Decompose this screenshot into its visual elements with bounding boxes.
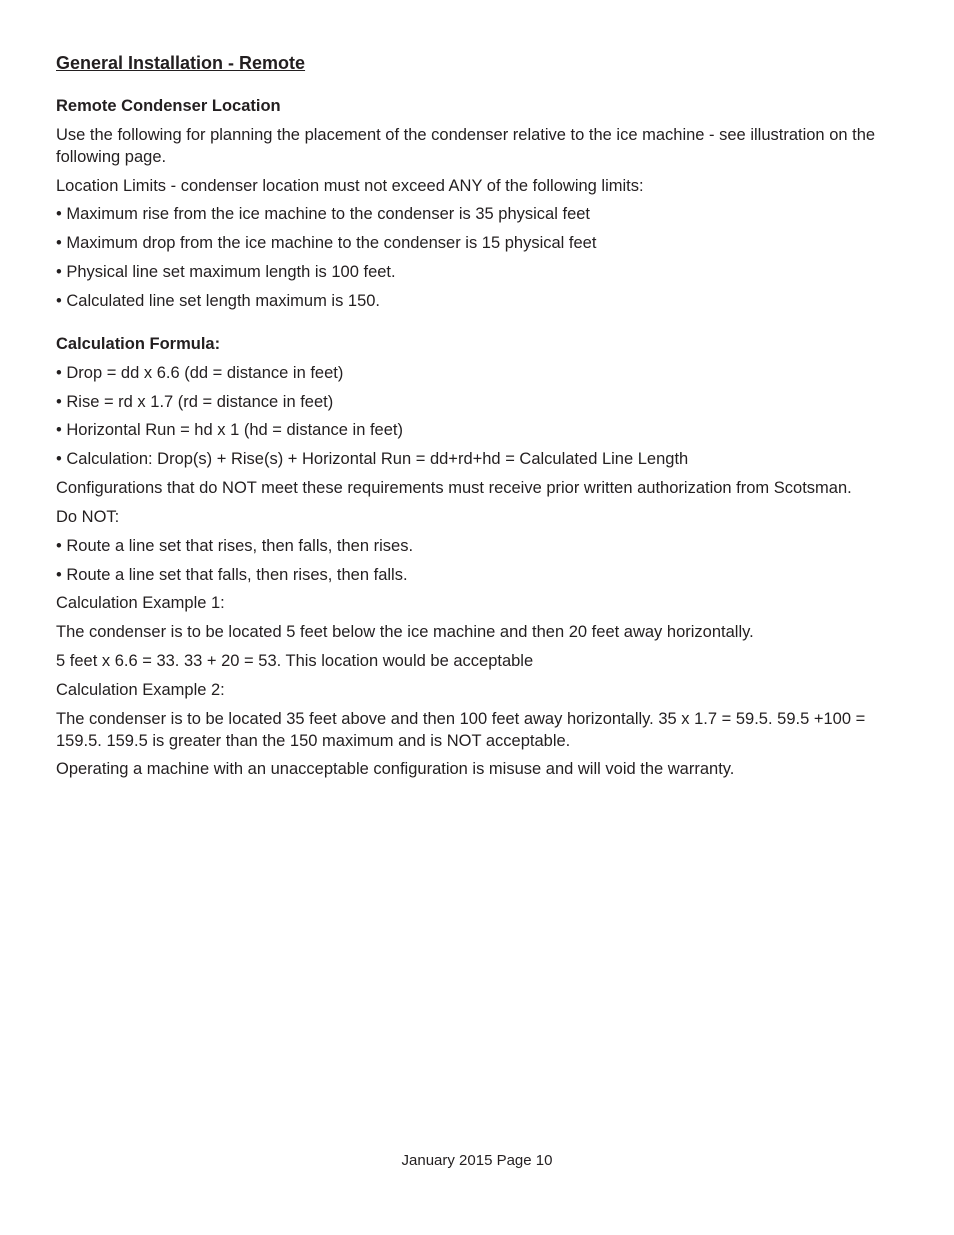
do-not-item-falls-rises-falls: • Route a line set that falls, then rises, then falls.	[56, 566, 408, 584]
limit-item-max-rise: • Maximum rise from the ice machine to the condenser is 35 physical feet	[56, 205, 591, 223]
formula-item-calculation: • Calculation: Drop(s) + Rise(s) + Horizontal Run = dd+rd+hd = Calculated Line Length	[56, 450, 689, 468]
formula-item-drop: • Drop = dd x 6.6 (dd = distance in feet)	[56, 364, 344, 382]
limit-item-max-drop: • Maximum drop from the ice machine to the condenser is 15 physical feet	[56, 234, 597, 252]
document-page	[56, 0, 906, 1235]
limit-item-calculated-length: • Calculated line set length maximum is 150.	[56, 292, 381, 310]
do-not-lead: Do NOT:	[56, 508, 120, 526]
remote-condenser-location-heading: Remote Condenser Location	[56, 97, 281, 115]
do-not-item-rises-falls-rises: • Route a line set that rises, then falls, then rises.	[56, 537, 414, 555]
authorization-note: Configurations that do NOT meet these requirements must receive prior written authorization from Scotsman.	[56, 479, 852, 497]
page-footer: January 2015 Page 10	[401, 1152, 553, 1169]
formula-item-rise: • Rise = rd x 1.7 (rd = distance in feet)	[56, 393, 334, 411]
formula-item-horizontal-run: • Horizontal Run = hd x 1 (hd = distance in feet)	[56, 421, 403, 439]
location-limits-lead: Location Limits - condenser location must not exceed ANY of the following limits:	[56, 177, 644, 195]
warranty-note: Operating a machine with an unacceptable configuration is misuse and will void the warranty.	[56, 760, 735, 778]
limit-item-physical-length: • Physical line set maximum length is 100 feet.	[56, 263, 396, 281]
example2-label: Calculation Example 2:	[56, 681, 225, 699]
section-title: General Installation - Remote	[56, 53, 306, 73]
example1-result: 5 feet x 6.6 = 33. 33 + 20 = 53. This location would be acceptable	[56, 652, 534, 670]
example2-text: The condenser is to be located 35 feet above and then 100 feet away horizontally. 35 x 1.7 = 59.5. 59.5 +100 = 159.5. 159.5 is greater than the 150 maximum and is NOT acceptable.	[56, 710, 866, 750]
calculation-formula-heading: Calculation Formula:	[56, 335, 221, 353]
location-intro-paragraph: Use the following for planning the placement of the condenser relative to the ice machine - see illustration on the following page.	[56, 126, 876, 166]
example1-label: Calculation Example 1:	[56, 594, 225, 612]
example1-text: The condenser is to be located 5 feet below the ice machine and then 20 feet away horizontally.	[56, 623, 754, 641]
